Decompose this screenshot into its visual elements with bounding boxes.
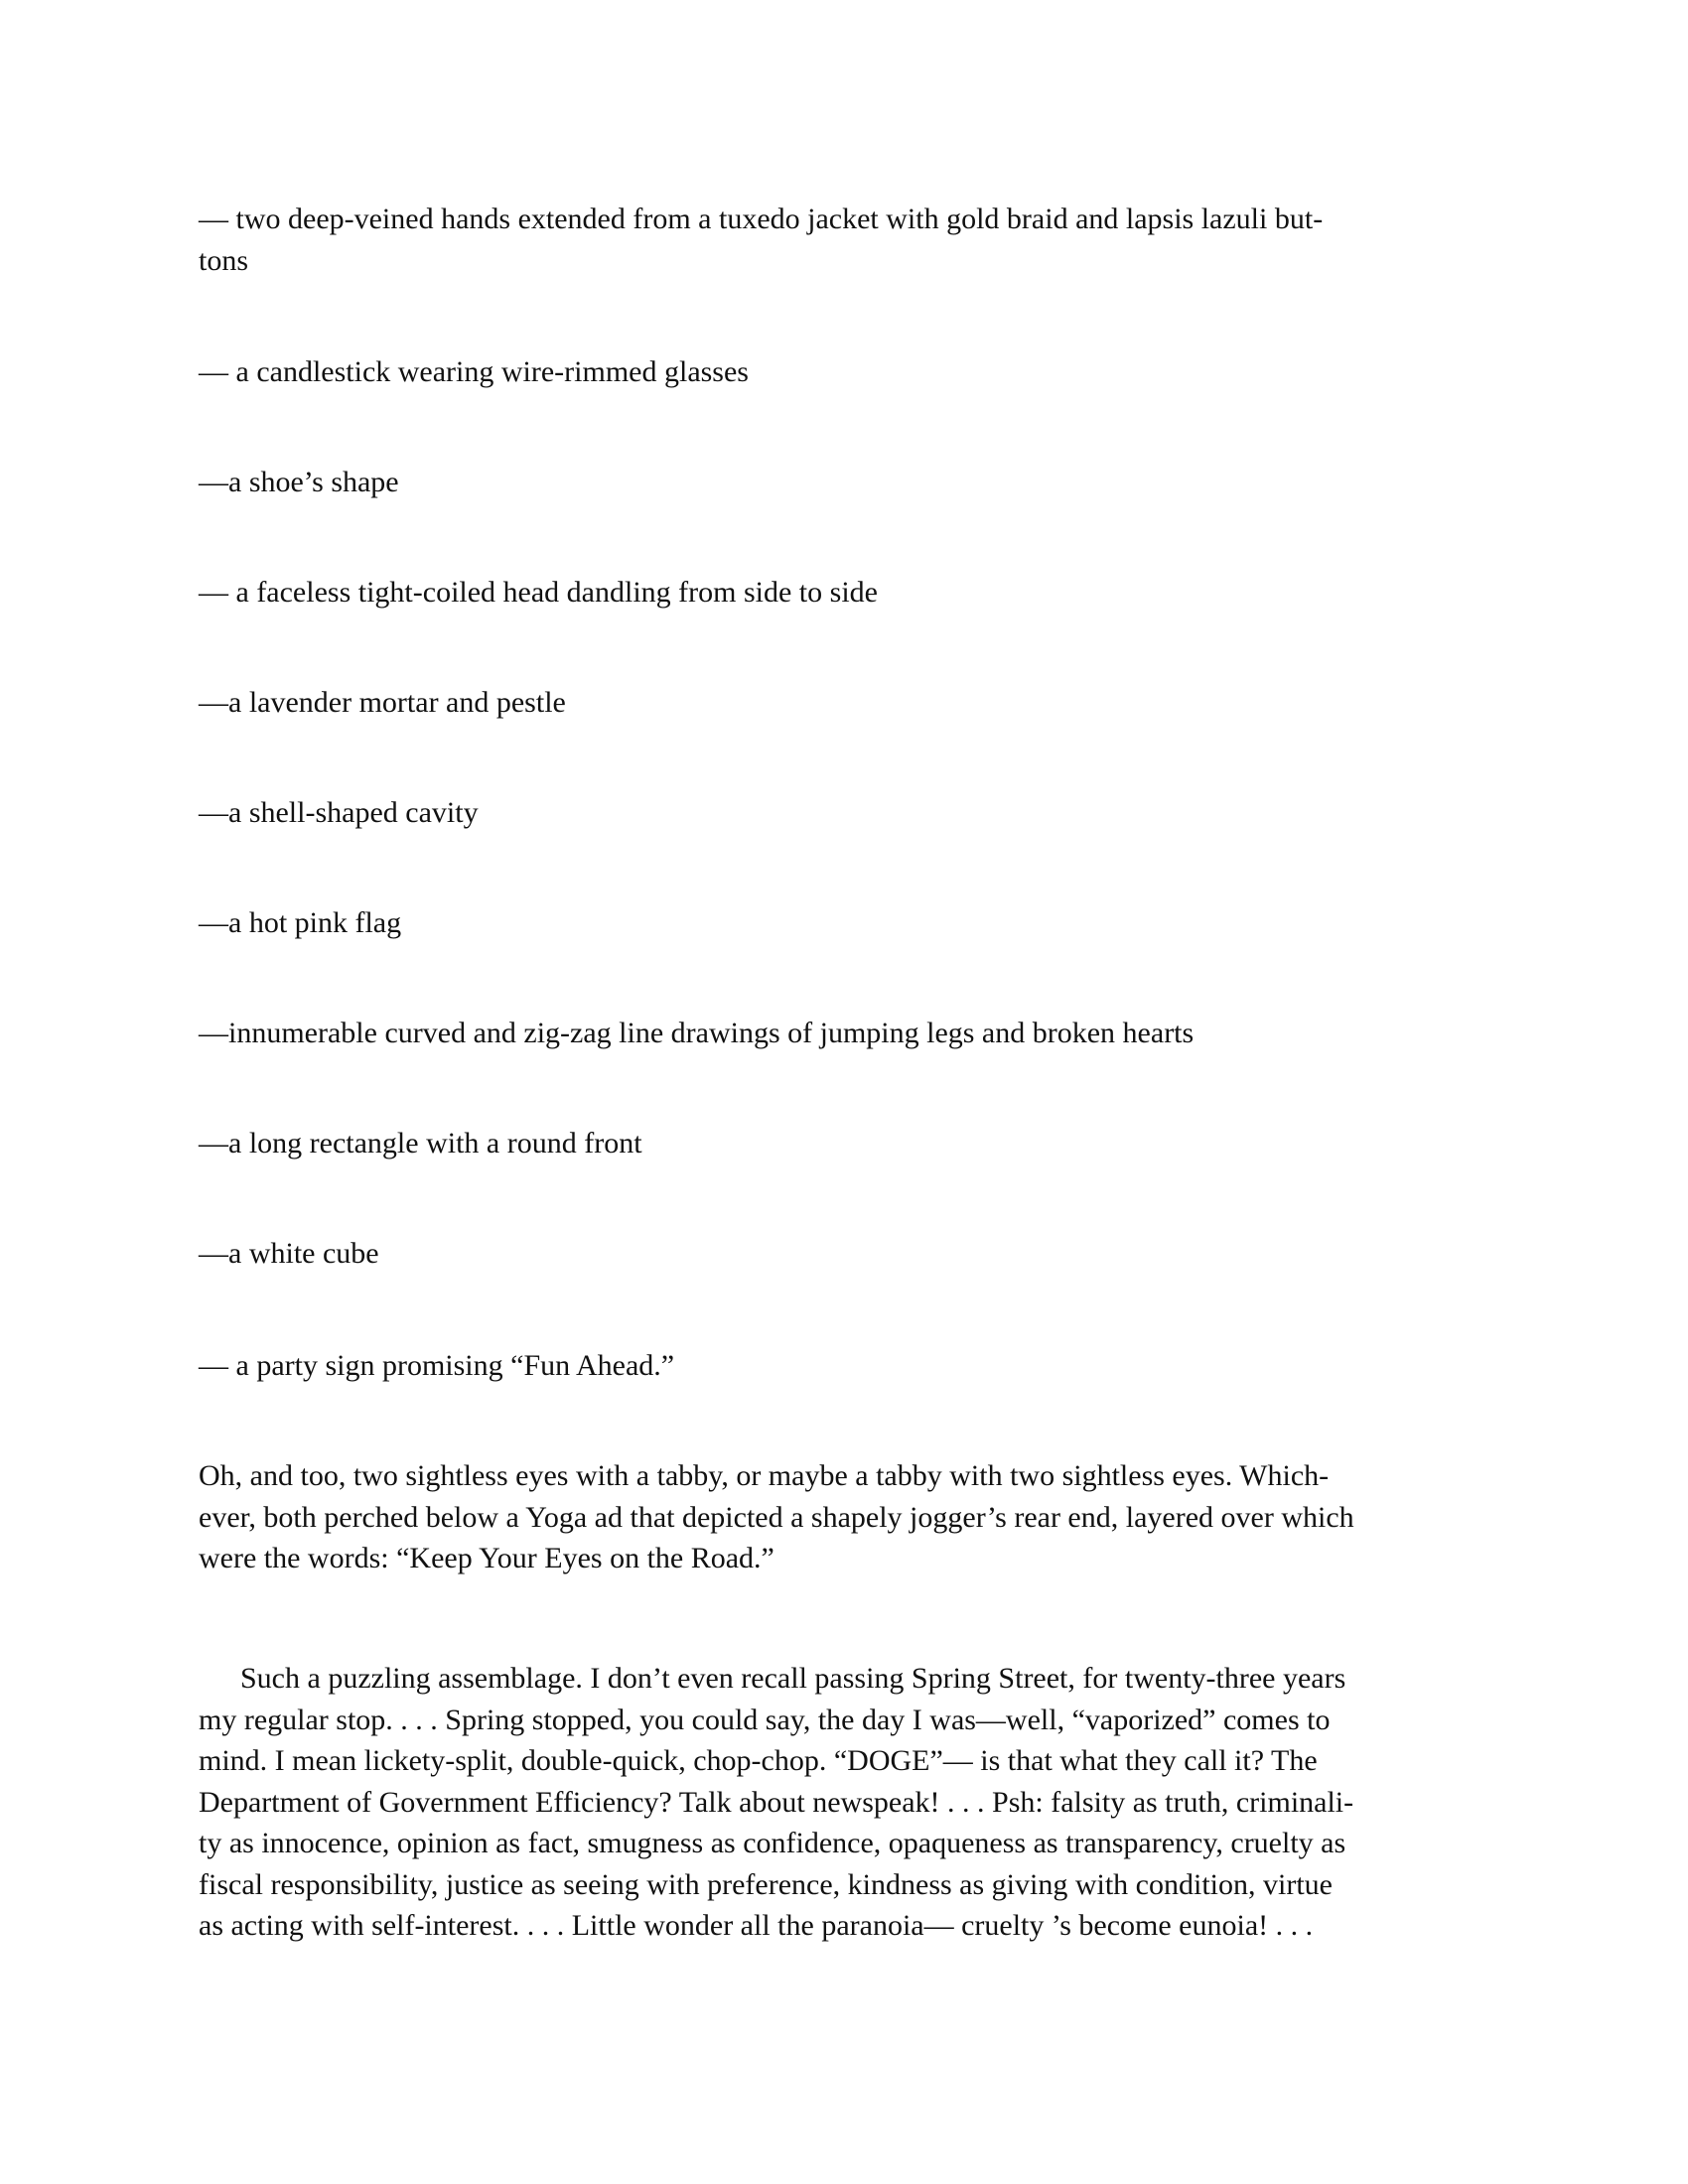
paragraph-line: Oh, and too, two sightless eyes with a tabby, or maybe a tabby with two sightless eyes. Which-: [199, 1459, 1330, 1492]
list-item-pink-flag: —a hot pink flag: [199, 906, 402, 939]
paragraph-line: fiscal responsibility, justice as seeing with preference, kindness as giving with condition, virtue: [199, 1867, 1333, 1901]
paragraph-line: were the words: “Keep Your Eyes on the Road.”: [199, 1542, 774, 1574]
list-item-white-cube: —a white cube: [199, 1237, 379, 1270]
list-item-faceless-head: — a faceless tight-coiled head dandling from side to side: [199, 576, 878, 609]
paragraph-line: mind. I mean lickety-split, double-quick, chop-chop. “DOGE”— is that what they call it? The: [199, 1744, 1318, 1777]
paragraph-line: Such a puzzling assemblage. I don’t even recall passing Spring Street, for twenty-three years: [240, 1662, 1346, 1695]
list-item-hands-line2: tons: [199, 244, 249, 277]
list-item-shell-cavity: —a shell-shaped cavity: [199, 796, 479, 829]
paragraph-line: my regular stop. . . . Spring stopped, you could say, the day I was—well, “vaporized” comes to: [199, 1703, 1331, 1736]
paragraph-line: ty as innocence, opinion as fact, smugness as confidence, opaqueness as transparency, cruelty as: [199, 1827, 1346, 1859]
paragraph-line: ever, both perched below a Yoga ad that depicted a shapely jogger’s rear end, layered over which: [199, 1500, 1354, 1534]
list-item-shoe: —a shoe’s shape: [199, 466, 399, 498]
paragraph-line: Department of Government Efficiency? Talk about newspeak! . . . Psh: falsity as truth, criminali-: [199, 1785, 1354, 1819]
list-item-party-sign: — a party sign promising “Fun Ahead.”: [199, 1349, 675, 1382]
list-item-mortar-pestle: —a lavender mortar and pestle: [199, 686, 566, 719]
list-item-long-rectangle: —a long rectangle with a round front: [199, 1127, 642, 1160]
list-item-hands-line1: — two deep-veined hands extended from a tuxedo jacket with gold braid and lapsis lazuli but-: [199, 203, 1324, 235]
list-item-line-drawings: —innumerable curved and zig-zag line drawings of jumping legs and broken hearts: [199, 1017, 1195, 1049]
list-item-candlestick: — a candlestick wearing wire-rimmed glasses: [199, 355, 749, 388]
paragraph-line: as acting with self-interest. . . . Little wonder all the paranoia— cruelty ’s become eunoia! . . .: [199, 1909, 1314, 1942]
paragraph-assemblage: [199, 1658, 1489, 1947]
paragraph-tabby: [199, 1455, 1489, 1579]
